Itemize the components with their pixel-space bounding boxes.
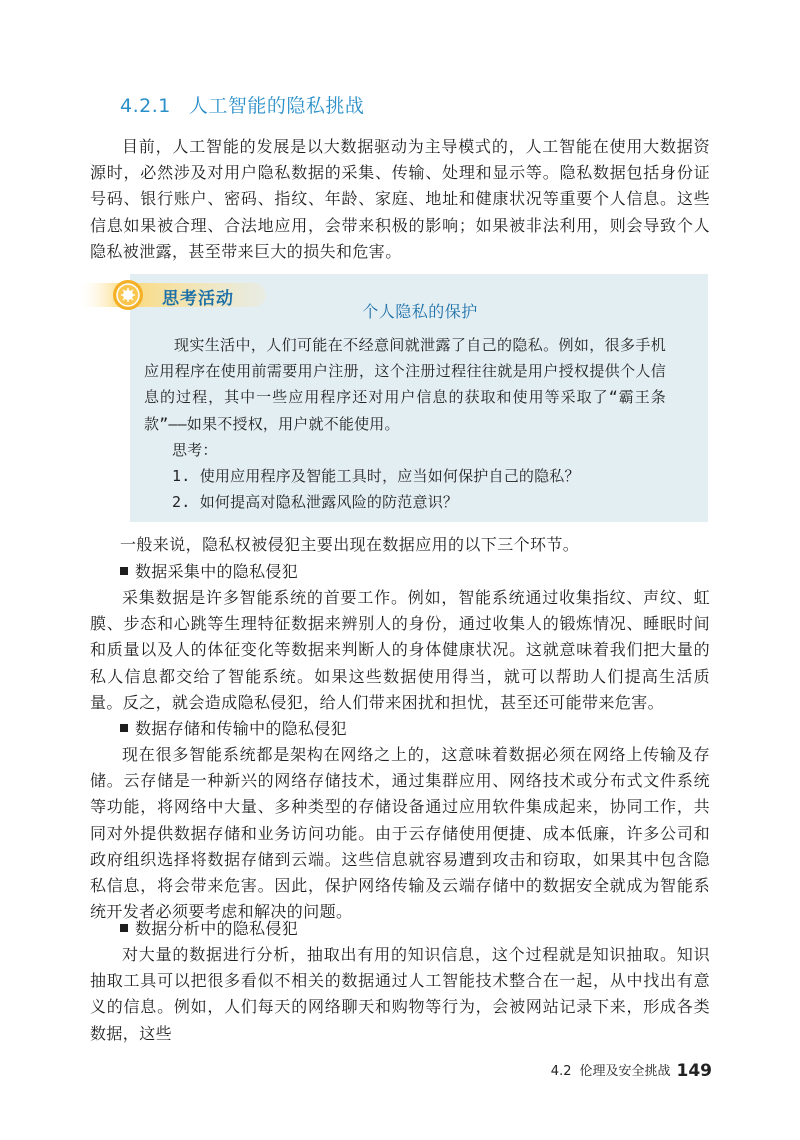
section-title [120, 91, 364, 118]
think-label: 思考： [172, 441, 218, 459]
intro-paragraph: 目前，人工智能的发展是以大数据驱动为主导模式的，人工智能在使用大数据资源时，必然涉及对用户隐私数据的采集、传输、处理和显示等。隐私数据包括身份证号码、银行账户、密码、指纹、年龄、家庭、地址和健康状况等重要个人信息。这些信息如果被合理、合法地应用，会带来积极的影响；如果被非法利用，则会导致个人隐私被泄露，甚至带来巨大的损失和危害。 [90, 137, 710, 261]
subsection-text-analysis: 对大量的数据进行分析，抽取出有用的知识信息，这个过程就是知识抽取。知识抽取工具可以把很多看似不相关的数据通过人工智能技术整合在一起，从中找出有意义的信息。例如，人们每天的网络聊天和购物等行为，会被网站记录下来，形成各类数据，这些 [90, 945, 710, 1043]
page-number: 149 [676, 1061, 712, 1081]
activity-title: 个人隐私的保护 [362, 302, 478, 321]
subsection-heading-storage: 数据存储和传输中的隐私侵犯 [120, 716, 347, 742]
question-2: 2. 如何提高对隐私泄露风险的防范意识？ [172, 493, 459, 511]
activity-label: 思考活动 [162, 289, 234, 309]
square-bullet-icon [120, 724, 128, 732]
lead-paragraph: 一般来说，隐私权被侵犯主要出现在数据应用的以下三个环节。 [120, 535, 580, 554]
footer-chapter: 4.2 [550, 1064, 572, 1079]
subsection-heading-analysis: 数据分析中的隐私侵犯 [120, 916, 298, 942]
square-bullet-icon [120, 567, 128, 575]
section-title-text: 人工智能的隐私挑战 [188, 95, 365, 117]
subsection-text-collection: 采集数据是许多智能系统的首要工作。例如，智能系统通过收集指纹、声纹、虹膜、步态和心跳等生理特征数据来辨别人的身份，通过收集人的锻炼情况、睡眠时间和质量以及人的体征变化等数据来判断人的身体健康状况。这就意味着我们把大量的私人信息都交给了智能系统。如果这些数据使用得当，就可以帮助人们提高生活质量。反之，就会造成隐私侵犯，给人们带来困扰和担忧，甚至还可能带来危害。 [90, 588, 710, 712]
activity-body: 现实生活中，人们可能在不经意间就泄露了自己的隐私。例如，很多手机应用程序在使用前需要用户注册，这个注册过程往往就是用户授权提供个人信息的过程，其中一些应用程序还对用户信息的获取和使用等采取了“霸王条款”——如果不授权，用户就不能使用。 [144, 336, 666, 433]
page-footer [551, 1060, 712, 1081]
section-number: 4.2.1 [120, 95, 171, 117]
subsection-text-storage: 现在很多智能系统都是架构在网络之上的，这意味着数据必须在网络上传输及存储。云存储是一种新兴的网络存储技术，通过集群应用、网络技术或分布式文件系统等功能，将网络中大量、多种类型的存储设备通过应用软件集成起来，协同工作，共同对外提供数据存储和业务访问功能。由于云存储使用便捷、成本低廉，许多公司和政府组织选择将数据存储到云端。这些信息就容易遭到攻击和窃取，如果其中包含隐私信息，将会带来危害。因此，保护网络传输及云端存储中的数据安全就成为智能系统开发者必须要考虑和解决的问题。 [90, 745, 710, 922]
square-bullet-icon [120, 924, 128, 932]
lightbulb-icon [113, 280, 143, 310]
subsection-heading-collection: 数据采集中的隐私侵犯 [120, 559, 298, 585]
question-1: 1. 使用应用程序及智能工具时，应当如何保护自己的隐私？ [172, 467, 580, 485]
footer-chapter-title: 伦理及安全挑战 [579, 1064, 671, 1079]
